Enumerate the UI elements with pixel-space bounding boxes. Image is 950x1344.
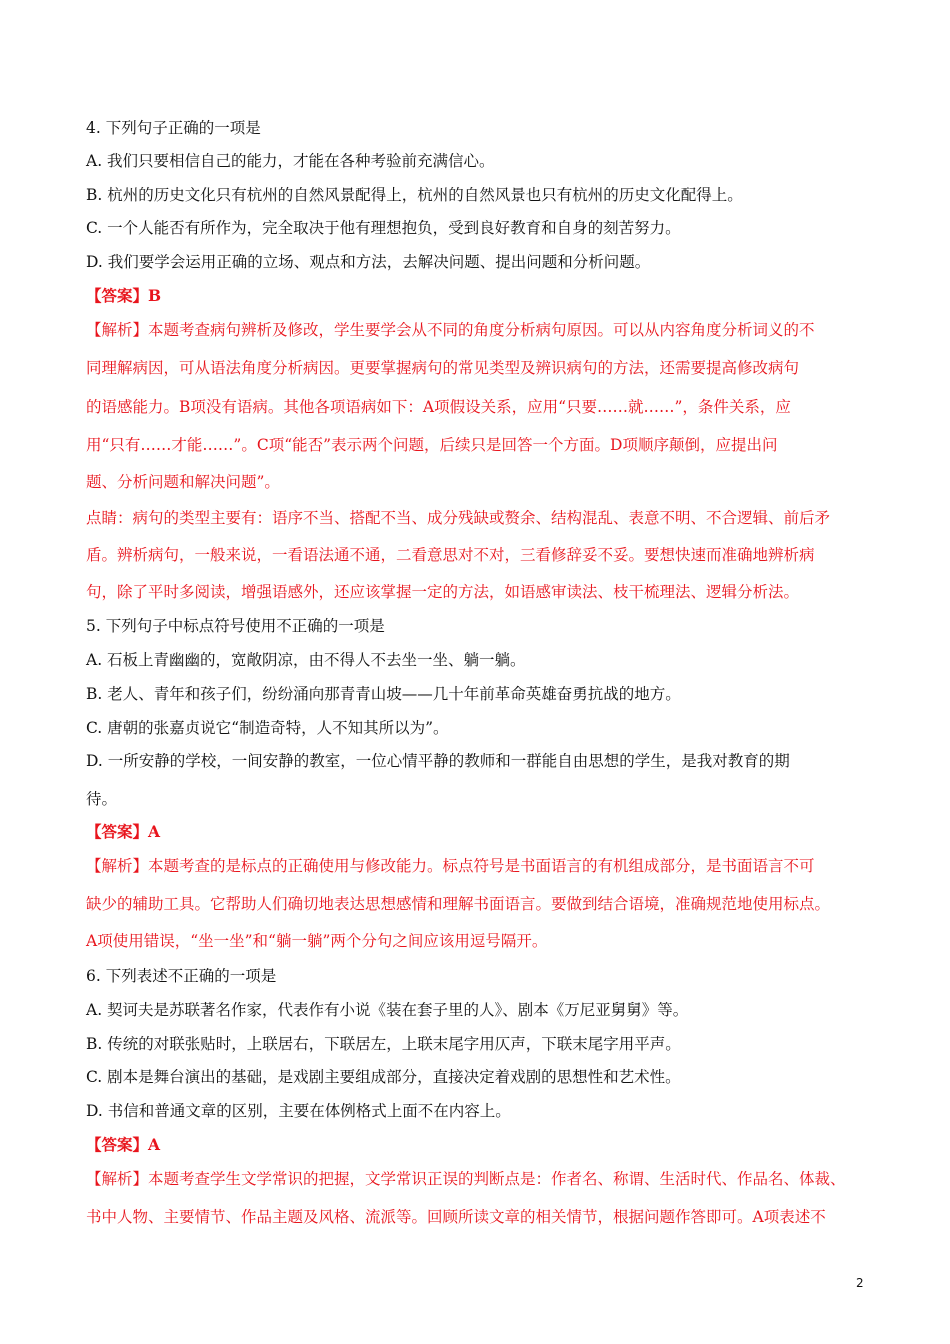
- question-4-analysis-line: 同理解病因，可从语法角度分析病因。更要掌握病句的常见类型及辨识病句的方法，还需要提高修改病句: [86, 359, 800, 377]
- question-6-option-a: A. 契诃夫是苏联著名作家，代表作有小说《装在套子里的人》、剧本《万尼亚舅舅》等。: [86, 1001, 689, 1019]
- question-6-option-b: B. 传统的对联张贴时，上联居右，下联居左，上联末尾字用仄声，下联末尾字用平声。: [86, 1035, 681, 1053]
- question-4-tip-line: 盾。辨析病句，一般来说，一看语法通不通，二看意思对不对，三看修辞妥不妥。要想快速而准确地辨析病: [86, 546, 815, 564]
- question-5-analysis-line: 【解析】本题考查的是标点的正确使用与修改能力。标点符号是书面语言的有机组成部分，是书面语言不可: [86, 857, 815, 875]
- question-5-option-d: D. 一所安静的学校，一间安静的教室，一位心情平静的教师和一群能自由思想的学生，是我对教育的期: [86, 752, 790, 770]
- page-number: 2: [856, 1276, 864, 1290]
- question-6-answer: 【答案】A: [86, 1135, 161, 1154]
- question-5-analysis-line: 缺少的辅助工具。它帮助人们确切地表达思想感情和理解书面语言。要做到结合语境，准确规范地使用标点。: [86, 895, 831, 913]
- question-4-tip-line: 句，除了平时多阅读，增强语感外，还应该掌握一定的方法，如语感审读法、枝干梳理法、逻辑分析法。: [86, 583, 800, 601]
- question-6-option-d: D. 书信和普通文章的区别，主要在体例格式上面不在内容上。: [86, 1102, 511, 1120]
- question-4-option-b: B. 杭州的历史文化只有杭州的自然风景配得上，杭州的自然风景也只有杭州的历史文化配得上。: [86, 186, 743, 204]
- question-4-analysis-line: 题、分析问题和解决问题”。: [86, 473, 280, 491]
- question-5-answer: 【答案】A: [86, 822, 161, 841]
- question-4-tip-line: 点睛：病句的类型主要有：语序不当、搭配不当、成分残缺或赘余、结构混乱、表意不明、不合逻辑、前后矛: [86, 509, 831, 527]
- question-4-answer: 【答案】B: [86, 286, 162, 305]
- question-4-analysis-line: 的语感能力。B项没有语病。其他各项语病如下：A项假设关系，应用“只要……就……”，条件关系，应: [86, 398, 791, 416]
- question-4-analysis-line: 用“只有……才能……”。C项“能否”表示两个问题，后续只是回答一个方面。D项顺序颠倒，应提出问: [86, 436, 778, 454]
- question-5-stem: 5. 下列句子中标点符号使用不正确的一项是: [86, 617, 385, 635]
- question-5-analysis-line: A项使用错误，“坐一坐”和“躺一躺”两个分句之间应该用逗号隔开。: [86, 932, 548, 950]
- question-5-option-a: A. 石板上青幽幽的，宽敞阴凉，由不得人不去坐一坐、躺一躺。: [86, 651, 526, 669]
- question-5-option-b: B. 老人、青年和孩子们，纷纷涌向那青青山坡——几十年前革命英雄奋勇抗战的地方。: [86, 685, 681, 703]
- question-6-stem: 6. 下列表述不正确的一项是: [86, 967, 277, 985]
- question-6-analysis-line: 书中人物、主要情节、作品主题及风格、流派等。回顾所读文章的相关情节，根据问题作答即可。A项表述不: [86, 1208, 826, 1226]
- question-4-option-a: A. 我们只要相信自己的能力，才能在各种考验前充满信心。: [86, 152, 495, 170]
- question-6-option-c: C. 剧本是舞台演出的基础，是戏剧主要组成部分，直接决定着戏剧的思想性和艺术性。: [86, 1068, 681, 1086]
- question-5-option-d-continued: 待。: [86, 790, 118, 808]
- question-4-option-d: D. 我们要学会运用正确的立场、观点和方法，去解决问题、提出问题和分析问题。: [86, 253, 651, 271]
- question-4-stem: 4. 下列句子正确的一项是: [86, 119, 261, 137]
- question-4-option-c: C. 一个人能否有所作为，完全取决于他有理想抱负，受到良好教育和自身的刻苦努力。: [86, 219, 681, 237]
- question-5-option-c: C. 唐朝的张嘉贞说它“制造奇特，人不知其所以为”。: [86, 719, 449, 737]
- question-6-analysis-line: 【解析】本题考查学生文学常识的把握，文学常识正误的判断点是：作者名、称谓、生活时代、作品名、体裁、: [86, 1170, 846, 1188]
- question-4-analysis-line: 【解析】本题考查病句辨析及修改，学生要学会从不同的角度分析病句原因。可以从内容角度分析词义的不: [86, 321, 815, 339]
